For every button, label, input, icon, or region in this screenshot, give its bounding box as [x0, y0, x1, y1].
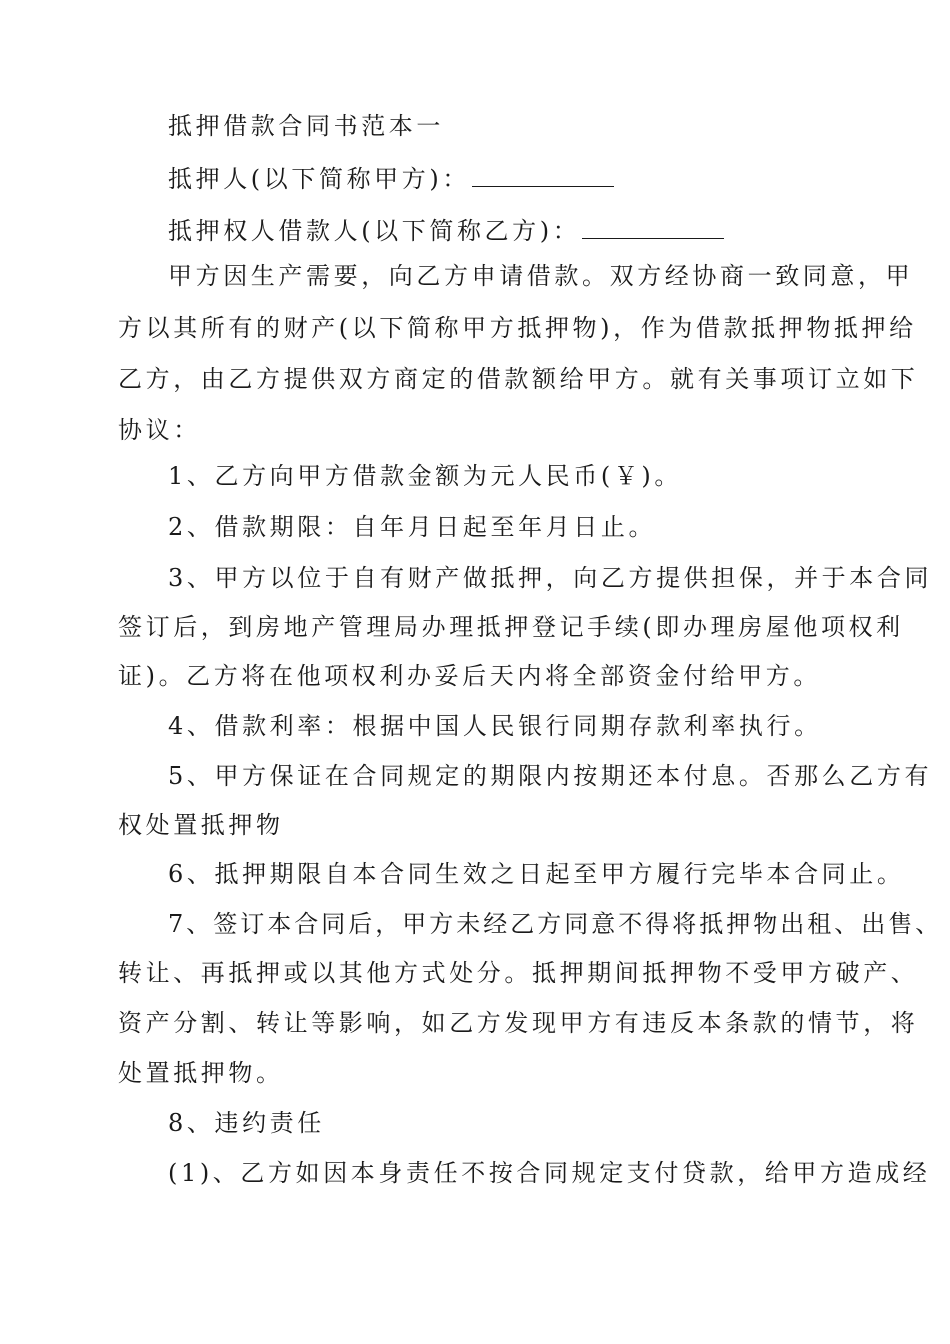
document-title: 抵押借款合同书范本一 [168, 112, 444, 140]
party-b-blank[interactable] [582, 216, 724, 239]
intro-line: 甲方因生产需要，向乙方申请借款。双方经协商一致同意，甲 [168, 262, 914, 290]
clause-7-line: 7、签订本合同后，甲方未经乙方同意不得将抵押物出租、出售、 [168, 910, 943, 938]
clause-3-line: 证)。乙方将在他项权利办妥后天内将全部资金付给甲方。 [118, 662, 821, 690]
clause-8: 8、违约责任 [168, 1109, 325, 1137]
party-a-line [168, 163, 614, 195]
party-a-label: 抵押人(以下简称甲方)： [168, 165, 470, 193]
clause-3-line: 签订后，到房地产管理局办理抵押登记手续(即办理房屋他项权利 [118, 613, 904, 641]
clause-4: 4、借款利率：根据中国人民银行同期存款利率执行。 [168, 712, 822, 740]
party-b-label: 抵押权人借款人(以下简称乙方)： [168, 217, 581, 245]
party-a-blank[interactable] [472, 164, 614, 187]
intro-line: 方以其所有的财产(以下简称甲方抵押物)，作为借款抵押物抵押给 [118, 314, 917, 342]
clause-3-line: 3、甲方以位于自有财产做抵押，向乙方提供担保，并于本合同 [168, 564, 933, 592]
clause-7-line: 处置抵押物。 [118, 1059, 284, 1087]
clause-7-line: 转让、再抵押或以其他方式处分。抵押期间抵押物不受甲方破产、 [118, 959, 919, 987]
clause-7-line: 资产分割、转让等影响，如乙方发现甲方有违反本条款的情节，将 [118, 1009, 919, 1037]
intro-line: 协议： [118, 416, 201, 444]
intro-line: 乙方，由乙方提供双方商定的借款额给甲方。就有关事项订立如下 [118, 365, 919, 393]
party-b-line [168, 215, 724, 247]
clause-5-line: 权处置抵押物 [118, 811, 284, 839]
clause-1: 1、乙方向甲方借款金额为元人民币(￥)。 [168, 462, 682, 490]
clause-8-1: (1)、乙方如因本身责任不按合同规定支付贷款，给甲方造成经 [168, 1159, 931, 1187]
clause-5-line: 5、甲方保证在合同规定的期限内按期还本付息。否那么乙方有 [168, 762, 933, 790]
clause-6: 6、抵押期限自本合同生效之日起至甲方履行完毕本合同止。 [168, 860, 905, 888]
clause-2: 2、借款期限：自年月日起至年月日止。 [168, 513, 657, 541]
